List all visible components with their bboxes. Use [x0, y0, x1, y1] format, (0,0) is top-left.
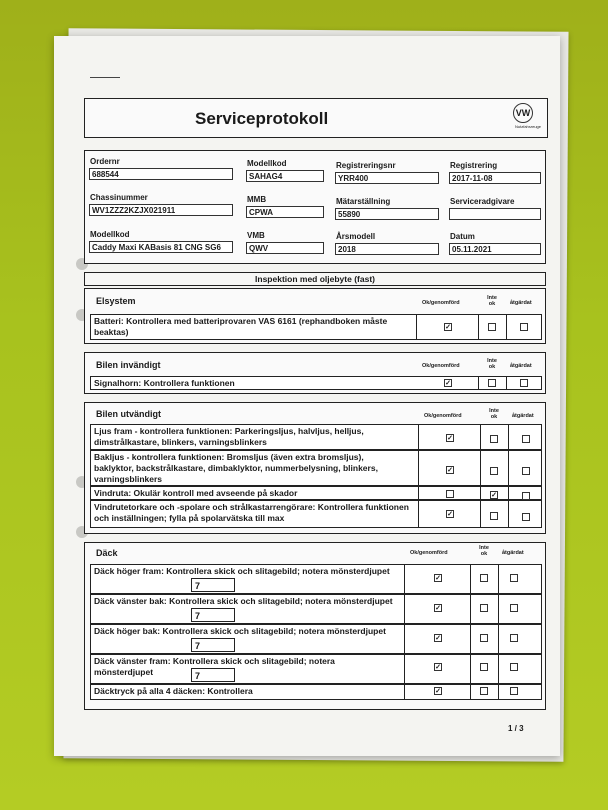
section-title: Däck	[96, 548, 118, 558]
field-registrering: 2017-11-08	[449, 172, 541, 184]
label-regnr: Registreringsnr	[336, 161, 396, 170]
col-inte: Inte ok	[479, 545, 489, 557]
label-mmb: MMB	[247, 195, 267, 204]
checkbox-atg[interactable]	[510, 574, 518, 582]
label-chassi: Chassinummer	[90, 193, 148, 202]
table-row	[90, 450, 542, 486]
col-inte: Inte ok	[487, 358, 497, 370]
checkbox-atg[interactable]	[522, 467, 530, 475]
checkbox-inte[interactable]	[480, 604, 488, 612]
checkbox-inte[interactable]	[480, 634, 488, 642]
col-divider	[404, 564, 405, 700]
row-text: Vindrutetorkare och -spolare och strålkastarrengörare: Kontrollera funktionen och inställningen; fylla på spolarvätska till max	[94, 502, 409, 523]
checkbox-ok[interactable]	[446, 490, 454, 498]
checkbox-atg[interactable]	[522, 435, 530, 443]
checkbox-ok[interactable]	[446, 466, 454, 474]
checkbox-atg[interactable]	[510, 663, 518, 671]
col-divider	[498, 564, 499, 700]
col-divider	[480, 424, 481, 528]
checkbox-ok[interactable]	[444, 323, 452, 331]
checkbox-ok[interactable]	[446, 434, 454, 442]
row-text: Signalhorn: Kontrollera funktionen	[94, 378, 235, 388]
table-row	[90, 424, 542, 450]
checkbox-inte[interactable]	[480, 663, 488, 671]
label-modellkod: Modellkod	[247, 159, 287, 168]
checkbox-atg[interactable]	[510, 687, 518, 695]
inspection-bar: Inspektion med oljebyte (fast)	[84, 272, 546, 286]
depth-field[interactable]: 7	[191, 578, 235, 592]
field-modellkod2: Caddy Maxi KABasis 81 CNG SG6	[89, 241, 233, 253]
field-matare: 55890	[335, 208, 439, 220]
checkbox-atg[interactable]	[522, 513, 530, 521]
vehicle-info	[84, 150, 546, 264]
checkbox-atg[interactable]	[510, 634, 518, 642]
checkbox-atg[interactable]	[510, 604, 518, 612]
table-row	[90, 684, 542, 700]
col-atg: åtgärdat	[510, 300, 532, 306]
table-row	[90, 654, 542, 684]
table-row	[90, 594, 542, 624]
field-mmb: CPWA	[246, 206, 324, 218]
page-number: 1 / 3	[508, 724, 524, 733]
section-title: Bilen utvändigt	[96, 409, 161, 419]
row-text: Däck vänster bak: Kontrollera skick och slitagebild; notera mönsterdjupet	[94, 596, 393, 606]
label-vmb: VMB	[247, 231, 265, 240]
field-chassi: WV1ZZZ2KZJX021911	[89, 204, 233, 216]
col-divider	[418, 424, 419, 528]
col-ok: Ok/genomförd	[422, 300, 460, 306]
page-title: Serviceprotokoll	[195, 109, 329, 128]
checkbox-inte[interactable]	[480, 574, 488, 582]
label-datum: Datum	[450, 232, 475, 241]
field-modellkod: SAHAG4	[246, 170, 324, 182]
checkbox-inte[interactable]	[490, 435, 498, 443]
label-arsmodell: Årsmodell	[336, 232, 376, 241]
col-atg: åtgärdat	[510, 363, 532, 369]
checkbox-atg[interactable]	[522, 492, 530, 500]
col-divider	[508, 424, 509, 528]
col-divider	[506, 376, 507, 390]
header	[84, 98, 548, 138]
checkbox-inte[interactable]	[488, 379, 496, 387]
col-atg: åtgärdat	[502, 550, 524, 556]
col-inte: Inte ok	[487, 295, 497, 307]
field-arsmodell: 2018	[335, 243, 439, 255]
col-ok: Ok/genomförd	[422, 363, 460, 369]
field-datum: 05.11.2021	[449, 243, 541, 255]
col-atg: åtgärdat	[512, 413, 534, 419]
checkbox-atg[interactable]	[520, 323, 528, 331]
checkbox-ok[interactable]	[434, 634, 442, 642]
table-row	[90, 500, 542, 528]
table-row	[90, 314, 542, 340]
checkbox-ok[interactable]	[434, 574, 442, 582]
label-ordernr: Ordernr	[90, 157, 120, 166]
row-text: Vindruta: Okulär kontroll med avseende på skador	[94, 488, 298, 498]
checkbox-inte[interactable]	[490, 512, 498, 520]
row-text: Däck vänster fram: Kontrollera skick och slitagebild; notera mönsterdjupet	[94, 656, 335, 677]
logo-subtitle: Nutzfahrzeuge	[514, 124, 541, 129]
checkbox-ok[interactable]	[434, 604, 442, 612]
col-divider	[416, 314, 417, 340]
label-registrering: Registrering	[450, 161, 498, 170]
depth-field[interactable]: 7	[191, 638, 235, 652]
label-matare: Mätarställning	[336, 197, 391, 206]
table-row	[90, 486, 542, 500]
row-text: Däcktryck på alla 4 däcken: Kontrollera	[94, 686, 253, 696]
field-regnr: YRR400	[335, 172, 439, 184]
depth-field[interactable]: 7	[191, 608, 235, 622]
section-title: Elsystem	[96, 296, 136, 306]
row-text: Ljus fram - kontrollera funktionen: Parkeringsljus, halvljus, helljus, dimstrålkastare, blinkers, varningsblinkers	[94, 426, 364, 447]
col-inte: Inte ok	[489, 408, 499, 420]
row-text: Batteri: Kontrollera med batteriprovaren VAS 6161 (rephandboken måste beaktas)	[94, 316, 388, 337]
checkbox-atg[interactable]	[520, 379, 528, 387]
col-divider	[478, 376, 479, 390]
row-text: Däck höger bak: Kontrollera skick och slitagebild; notera mönsterdjupet	[94, 626, 386, 636]
checkbox-inte[interactable]	[480, 687, 488, 695]
table-row	[90, 564, 542, 594]
field-servicerad	[449, 208, 541, 220]
vw-logo-icon: VW	[513, 103, 533, 123]
checkbox-inte[interactable]	[490, 491, 498, 499]
row-text: Däck höger fram: Kontrollera skick och slitagebild; notera mönsterdjupet	[94, 566, 390, 576]
table-row	[90, 376, 542, 390]
table-row	[90, 624, 542, 654]
col-divider	[478, 314, 479, 340]
label-servicerad: Serviceradgivare	[450, 197, 515, 206]
col-ok: Ok/genomförd	[424, 413, 462, 419]
document-page	[54, 36, 560, 756]
row-text: Bakljus - kontrollera funktionen: Bromsljus (även extra bromsljus), baklyktor, backstrålkastare, dimbaklyktor, nummerbelysning, blinkers, varningsblinkers	[94, 452, 378, 484]
section-title: Bilen invändigt	[96, 360, 161, 370]
col-divider	[470, 564, 471, 700]
checkbox-ok[interactable]	[444, 379, 452, 387]
checkbox-inte[interactable]	[490, 467, 498, 475]
label-modellkod2: Modellkod	[90, 230, 130, 239]
col-divider	[506, 314, 507, 340]
col-ok: Ok/genomförd	[410, 550, 448, 556]
checkbox-ok[interactable]	[434, 663, 442, 671]
checkbox-ok[interactable]	[434, 687, 442, 695]
pen-mark	[90, 77, 120, 78]
depth-field[interactable]: 7	[191, 668, 235, 682]
checkbox-inte[interactable]	[488, 323, 496, 331]
field-ordernr: 688544	[89, 168, 233, 180]
field-vmb: QWV	[246, 242, 324, 254]
checkbox-ok[interactable]	[446, 510, 454, 518]
